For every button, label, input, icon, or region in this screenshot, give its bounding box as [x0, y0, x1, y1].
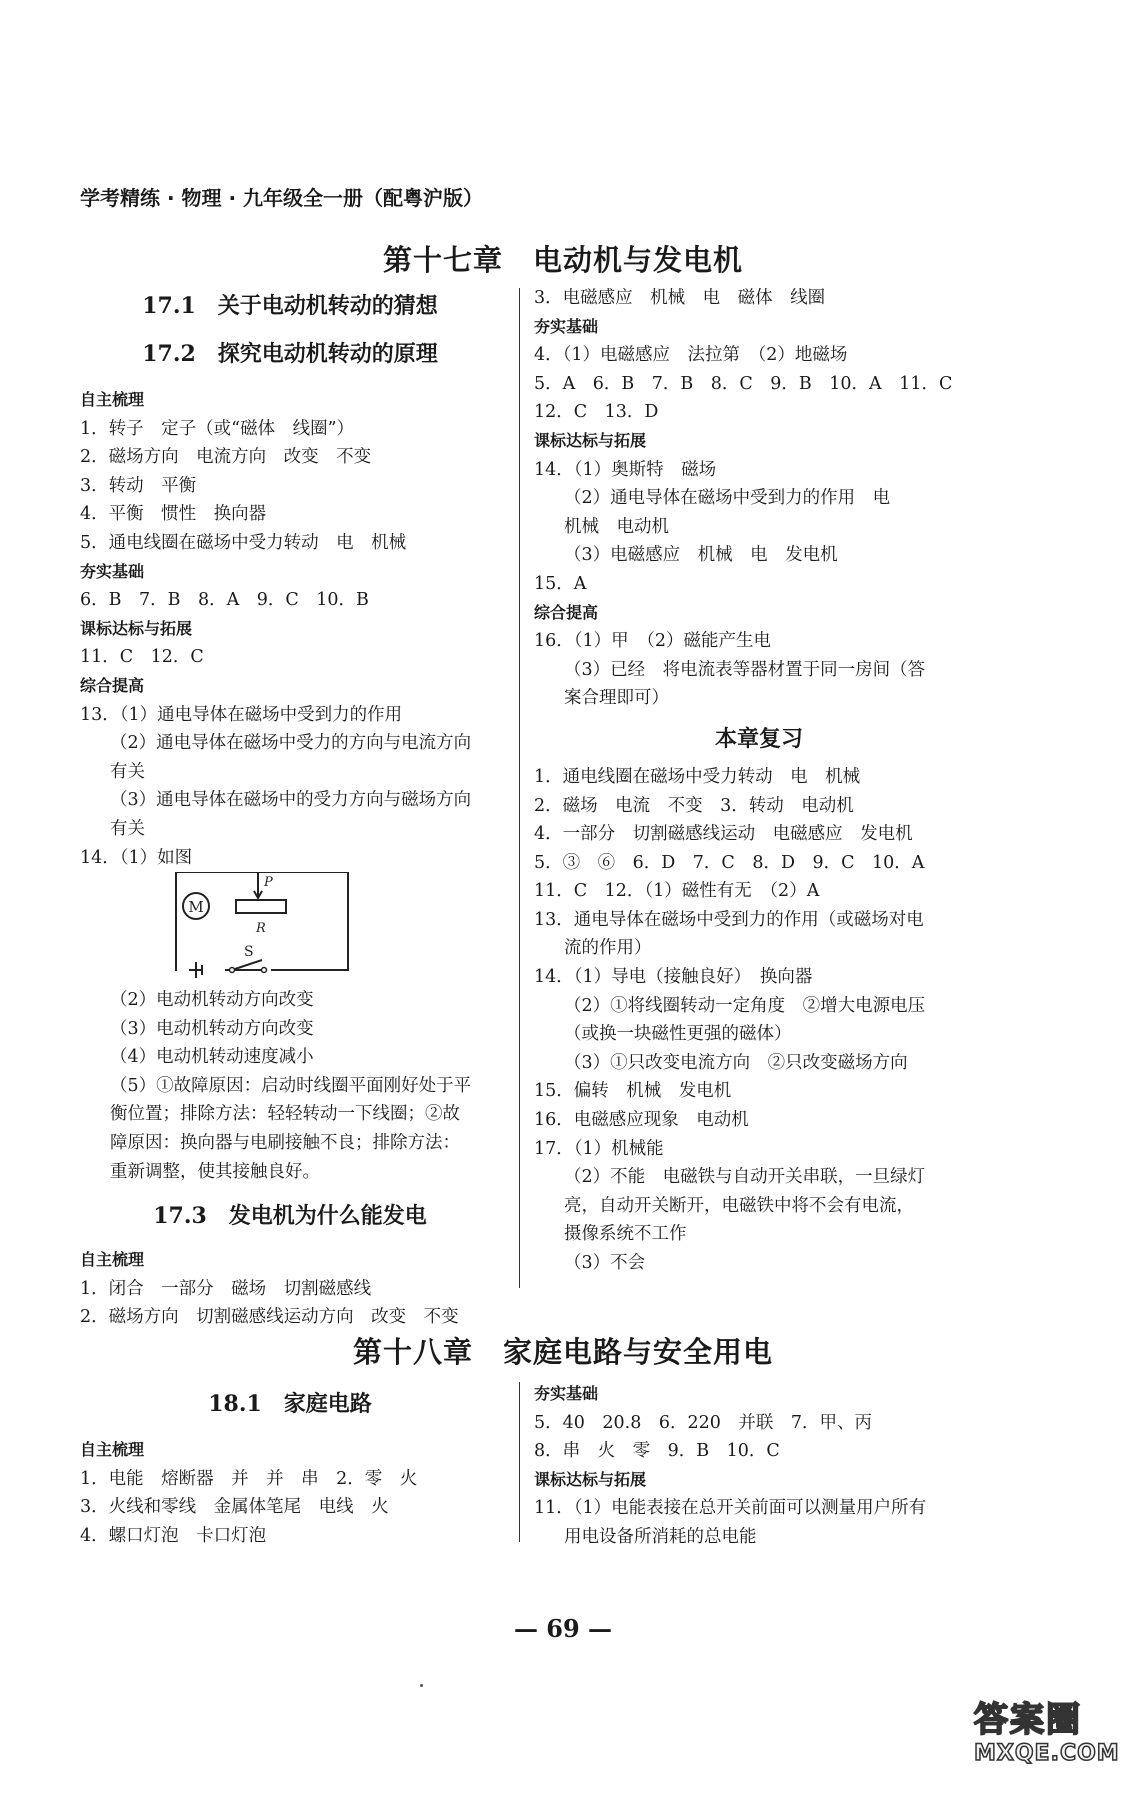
- answer-line: 14．（1）导电（接触良好） 换向器: [534, 967, 813, 988]
- answer-line: （3）已经 将电流表等器材置于同一房间（答: [564, 659, 926, 680]
- resistor-label: R: [256, 921, 266, 937]
- subheading-kebiao: 课标达标与拓展: [534, 1469, 647, 1489]
- column-divider: [519, 1382, 520, 1542]
- answer-line: 摄像系统不工作: [564, 1224, 687, 1245]
- answer-line: 16．电磁感应现象 电动机: [534, 1110, 749, 1131]
- answer-line: （2）电动机转动方向改变: [110, 990, 314, 1011]
- answer-line: （2）不能 电磁铁与自动开关串联，一旦绿灯: [564, 1167, 926, 1188]
- circuit-diagram: [158, 872, 358, 982]
- answer-line: 8．串 火 零 9．B 10．C: [534, 1441, 780, 1462]
- answer-line: 有关: [110, 818, 145, 839]
- subheading-zizhu: 自主梳理: [80, 1250, 145, 1270]
- page-number: — 69 —: [513, 1614, 613, 1643]
- subheading-zonghe: 综合提高: [534, 602, 599, 622]
- answer-line: 2．磁场方向 电流方向 改变 不变: [80, 447, 372, 468]
- answer-line: 2．磁场 电流 不变 3．转动 电动机: [534, 795, 854, 816]
- answer-line: 重新调整，使其接触良好。: [110, 1161, 320, 1182]
- subheading-hangshi: 夯实基础: [80, 561, 145, 581]
- subheading-zizhu: 自主梳理: [80, 1440, 145, 1459]
- speck: [420, 1684, 423, 1687]
- answer-line: （2）通电导体在磁场中受力的方向与电流方向: [110, 733, 472, 754]
- answer-line: 障原因：换向器与电刷接触不良；排除方法：: [110, 1133, 460, 1154]
- subheading-kebiao: 课标达标与拓展: [80, 618, 193, 638]
- answer-line: 5．40 20.8 6．220 并联 7．甲、丙: [534, 1412, 873, 1433]
- subheading-hangshi: 夯实基础: [534, 316, 599, 336]
- answer-line: 5．A 6．B 7．B 8．C 9．B 10．A 11．C: [534, 373, 953, 394]
- answer-line: 15．A: [534, 573, 587, 594]
- chapter-17-right-column: [534, 284, 984, 1278]
- answer-line: （或换一块磁性更强的磁体）: [564, 1024, 792, 1045]
- answer-line: 有关: [110, 761, 145, 782]
- answer-line: 1．通电线圈在磁场中受力转动 电 机械: [534, 766, 861, 787]
- answer-line: 15．偏转 机械 发电机: [534, 1081, 732, 1102]
- answer-line: 17．（1）机械能: [534, 1138, 664, 1159]
- rheostat-symbol: [236, 900, 286, 913]
- answer-line: 案合理即可）: [564, 688, 669, 709]
- chapter-18-right-column: [534, 1380, 984, 1552]
- subheading-kebiao: 课标达标与拓展: [534, 430, 647, 450]
- answer-line: 衡位置；排除方法：轻轻转动一下线圈；②故: [110, 1104, 460, 1125]
- answer-line: （3）电磁感应 机械 电 发电机: [564, 545, 838, 566]
- answer-line: 机械 电动机: [564, 516, 669, 537]
- chapter-17-left-column: [80, 286, 500, 1332]
- answer-line: 1．闭合 一部分 磁场 切割磁感线: [80, 1278, 372, 1299]
- answer-line: 4．平衡 惯性 换向器: [80, 504, 267, 525]
- answer-line: 4．（1）电磁感应 法拉第 （2）地磁场: [534, 345, 848, 366]
- section-18-1-title: 18.1 家庭电路: [208, 1391, 372, 1417]
- subheading-zonghe: 综合提高: [80, 675, 145, 695]
- answer-line: 13．（1）通电导体在磁场中受到力的作用: [80, 704, 403, 725]
- switch-blade: [232, 960, 262, 970]
- answer-line: 2．磁场方向 切割磁感线运动方向 改变 不变: [80, 1307, 459, 1328]
- answer-line: 1．转子 定子（或“磁体 线圈”）: [80, 418, 355, 439]
- answer-line: 亮，自动开关断开，电磁铁中将不会有电流，: [564, 1195, 914, 1216]
- answer-line: 流的作用）: [564, 938, 652, 959]
- answer-line: （4）电动机转动速度减小: [110, 1047, 314, 1068]
- watermark-site-text: MXQE.COM: [974, 1741, 1120, 1766]
- answer-line: 3．火线和零线 金属体笔尾 电线 火: [80, 1497, 389, 1518]
- answer-line: （3）①只改变电流方向 ②只改变磁场方向: [564, 1052, 908, 1073]
- switch-label: S: [244, 944, 254, 961]
- watermark-logo-text: 答案圈: [974, 1700, 1082, 1740]
- answer-line: 3．电磁感应 机械 电 磁体 线圈: [534, 288, 826, 308]
- answer-line: 用电设备所消耗的总电能: [564, 1526, 757, 1547]
- answer-line: 5．③ ⑥ 6．D 7．C 8．D 9．C 10．A: [534, 852, 925, 873]
- answer-line: 4．一部分 切割磁感线运动 电磁感应 发电机: [534, 824, 913, 845]
- answer-line: （3）通电导体在磁场中的受力方向与磁场方向: [110, 790, 472, 811]
- book-header: 学考精练 · 物理 · 九年级全一册（配粤沪版）: [80, 186, 484, 210]
- answer-line: 14．（1）如图: [80, 847, 193, 868]
- answer-line: 6．B 7．B 8．A 9．C 10．B: [80, 590, 369, 611]
- motor-label: M: [188, 898, 204, 917]
- answer-line: 4．螺口灯泡 卡口灯泡: [80, 1525, 267, 1546]
- chapter-18-title: 第十八章 家庭电路与安全用电: [352, 1335, 773, 1369]
- answer-line: 1．电能 熔断器 并 并 串 2．零 火: [80, 1468, 418, 1489]
- watermark-logo: [974, 1692, 1120, 1792]
- answer-line: 11．C 12．（1）磁性有无 （2）A: [534, 881, 820, 902]
- section-17-3-title: 17.3 发电机为什么能发电: [153, 1203, 427, 1230]
- answer-line: （5）①故障原因：启动时线圈平面刚好处于平: [110, 1075, 472, 1096]
- answer-line: 5．通电线圈在磁场中受力转动 电 机械: [80, 532, 407, 553]
- column-divider: [519, 288, 520, 1288]
- answer-line: 13．通电导体在磁场中受到力的作用（或磁场对电: [534, 909, 924, 930]
- answer-line: 11．（1）电能表接在总开关前面可以测量用户所有: [534, 1498, 927, 1519]
- answer-line: （2）①将线圈转动一定角度 ②增大电源电压: [564, 995, 926, 1016]
- chapter-17-title: 第十七章 电动机与发电机: [382, 243, 743, 277]
- section-17-2-title: 17.2 探究电动机转动的原理: [142, 341, 438, 367]
- subheading-zizhu: 自主梳理: [80, 390, 145, 409]
- answer-line: 12．C 13．D: [534, 402, 659, 423]
- answer-line: （3）电动机转动方向改变: [110, 1018, 314, 1039]
- answer-line: 16．（1）甲 （2）磁能产生电: [534, 631, 772, 652]
- chapter-review-title: 本章复习: [714, 725, 803, 752]
- answer-line: 3．转动 平衡: [80, 475, 197, 496]
- slider-label: P: [264, 875, 273, 891]
- answer-line: （2）通电导体在磁场中受到力的作用 电: [564, 488, 891, 509]
- answer-line: 14．（1）奥斯特 磁场: [534, 459, 717, 480]
- answer-line: （3）不会: [564, 1253, 646, 1273]
- answer-line: 11．C 12．C: [80, 647, 204, 668]
- chapter-18-left-column: [80, 1384, 500, 1550]
- section-17-1-title: 17.1 关于电动机转动的猜想: [142, 293, 438, 319]
- subheading-hangshi: 夯实基础: [534, 1384, 599, 1403]
